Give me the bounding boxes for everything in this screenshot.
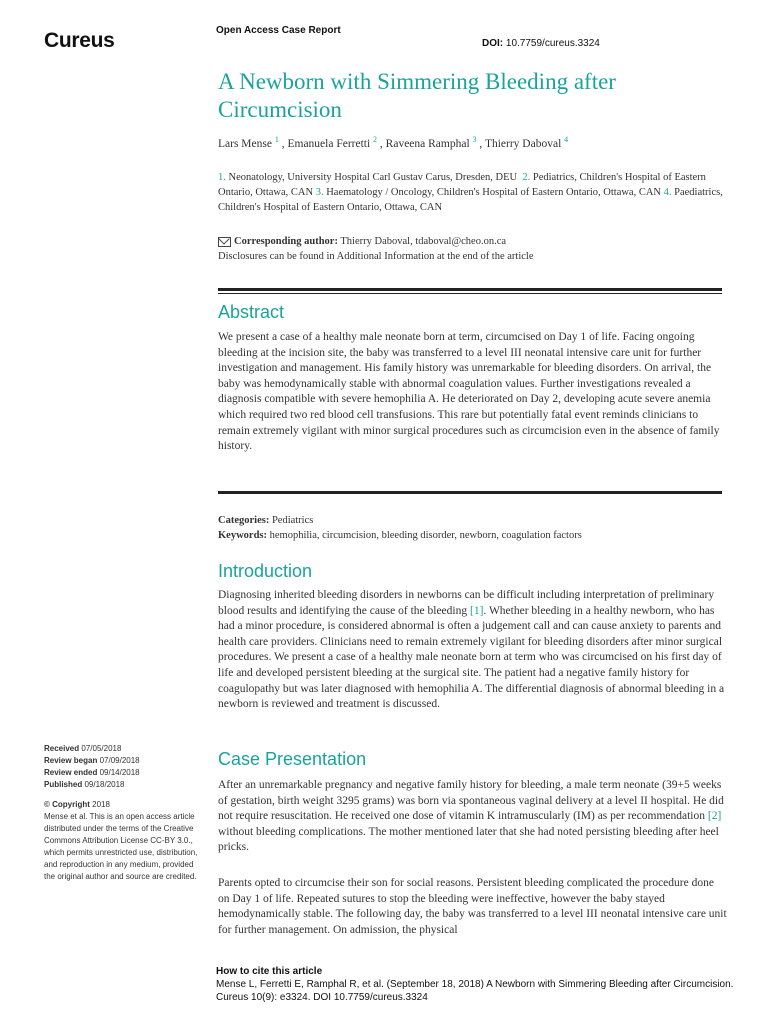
author[interactable]: Emanuela Ferretti $^2$ (287, 135, 378, 150)
case-paragraph: After an unremarkable pregnancy and negative family history for bleeding, a male term neonate (39+5 weeks of gestation, birth weight 3295 grams) was born via spontaneous vaginal delivery at a level II hospital. He did not require resuscitation. He received one dose of vitamin K intramuscularly (IM) as per recommendation [2] without bleeding complications. The mother mentioned later that she had noted persisting bleeding after heel pricks. (218, 779, 724, 854)
case-presentation-heading: Case Presentation (218, 749, 367, 769)
introduction-heading: Introduction (218, 561, 313, 581)
category-link[interactable]: Pediatrics (271, 515, 314, 526)
document-type: Open Access Case Report (216, 25, 341, 36)
doi (482, 38, 600, 49)
author[interactable]: Raveena Ramphal $^3$ (385, 135, 477, 150)
abstract-heading: Abstract (218, 302, 285, 322)
citation-link[interactable]: [1] (469, 604, 484, 617)
citation-link[interactable]: [2] (707, 810, 722, 823)
keywords: hemophilia, circumcision, bleeding disorder, newborn, coagulation factors (269, 530, 582, 541)
article-meta: Categories: Pediatrics Keywords: hemophilia, circumcision, bleeding disorder, newborn, coagulation factors (218, 515, 582, 541)
divider (218, 293, 722, 294)
introduction-text: Diagnosing inherited bleeding disorders in newborns can be difficult including interpretation of preliminary blood results and identifying the cause of the bleeding [1]. Whether bleeding in a healthy newborn, who has had a minor procedure, is considered abnormal is often a judgement call and can cause anxiety to parents and health care providers. Clinicians need to remain extremely vigilant for bleeding disorders after minor surgical procedures. We present a case of a healthy male neonate born at term who was circumcised on his first day of life and developed persistent bleeding at the surgical site. The patient had a negative family history for coagulopathy but was later diagnosed with hemophilia A. The differential diagnosis of abnormal bleeding in a newborn is reviewed and treatment is discussed. (218, 589, 725, 711)
article-history: Received 07/05/2018 Review began 07/09/2018 Review ended 09/14/2018 Published 09/18/2018 © Copyright 2018 Mense et al. This is an open access article distributed under the terms of the Creative Commons Attribution License CC-BY 3.0., which permits unrestricted use, distribution, and reproduction in any medium, provided the original author and source are credited. (44, 743, 204, 883)
doi-label: DOI: (482, 38, 504, 49)
author[interactable]: Lars Mense $^1$ (218, 135, 279, 150)
article-title: A Newborn with Simmering Bleeding after Circumcision (218, 69, 616, 122)
disclosure-note: Disclosures can be found in Additional Information at the end of the article (218, 251, 534, 262)
abstract-text: We present a case of a healthy male neonate born at term, circumcised on Day 1 of life. Facing ongoing bleeding at the incision site, the baby was transferred to a level III neonatal intensive care unit for further investigation and management. His family history was unremarkable for bleeding disorders. On arrival, the baby was hemodynamically stable with abnormal coagulation values. Further investigations revealed a diagnosis compatible with severe hemophilia A. He deteriorated on Day 2, developing acute severe anemia which required two red blood cell transfusions. This rare but potentially fatal event reminds clinicians to remain extremely vigilant with minor surgical procedures such as circumcision even in the absence of family history. (218, 331, 720, 453)
envelope-icon (218, 237, 231, 247)
divider (218, 288, 722, 291)
divider (218, 491, 722, 494)
journal-logo: Cureus (44, 29, 115, 52)
case-paragraph: Parents opted to circumcise their son for social reasons. Persistent bleeding complicated the procedure done on Day 1 of life. Repeated sutures to stop the bleeding were ineffective, however the baby stayed hemodynamically stable. The following day, the baby was transferred to a level III neonatal intensive care unit for further management. On admission, the physical (218, 877, 727, 936)
corresponding-author: Corresponding author: Thierry Daboval, tdaboval@cheo.on.ca Disclosures can be found in Additional Information at the end of the article (218, 236, 534, 262)
license-text: Mense et al. This is an open access article distributed under the terms of the Creative Commons Attribution License CC-BY 3.0., which permits unrestricted use, distribution, and reproduction in any medium, provided the original author and source are credited. (44, 812, 198, 881)
how-to-cite: How to cite this article Mense L, Ferretti E, Ramphal R, et al. (September 18, 2018) A Newborn with Simmering Bleeding after Circumcision. Cureus 10(9): e3324. DOI 10.7759/cureus.3324 (216, 966, 734, 1003)
corresponding-email[interactable]: Thierry Daboval, tdaboval@cheo.on.ca (340, 236, 507, 247)
author[interactable]: Thierry Daboval $^4$ (484, 135, 569, 150)
doi-link[interactable]: 10.7759/cureus.3324 (505, 38, 600, 49)
author-list: Lars Mense $^1$ , Emanuela Ferretti $^2$ , Raveena Ramphal $^3$ , Thierry Daboval $^4$ (218, 135, 569, 150)
affiliations: 1. Neonatology, University Hospital Carl Gustav Carus, Dresden, DEU 2. Pediatrics, Children's Hospital of Eastern Ontario, Ottawa, CAN 3. Haematology / Oncology, Children's Hospital of Eastern Ontario, Ottawa, CAN 4. Paediatrics, Children's Hospital of Eastern Ontario, Ottawa, CAN (218, 172, 723, 213)
